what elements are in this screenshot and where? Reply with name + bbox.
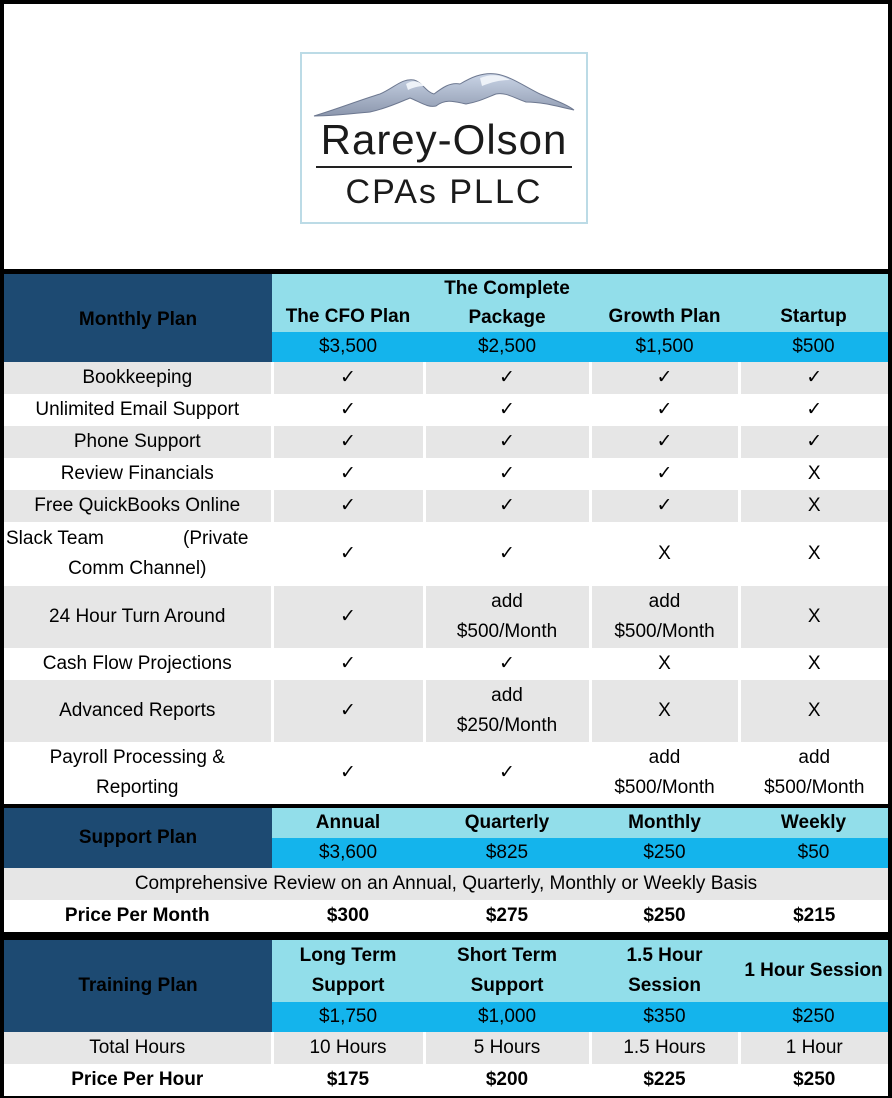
feature-value: ✓ xyxy=(590,426,739,458)
feature-label: Free QuickBooks Online xyxy=(4,490,272,522)
plan-price: $1,500 xyxy=(590,332,739,362)
row-label: Total Hours xyxy=(4,1032,272,1064)
monthly-price: $250 xyxy=(590,900,739,932)
feature-row xyxy=(4,426,888,458)
plan-header: 1 Hour Session xyxy=(739,940,888,1002)
feature-label xyxy=(4,522,272,586)
feature-value: ✓ xyxy=(272,490,424,522)
feature-label: Cash Flow Projections xyxy=(4,648,272,680)
feature-value: ✓ xyxy=(739,394,888,426)
plan-price: $3,500 xyxy=(272,332,424,362)
feature-value: ✓ xyxy=(590,362,739,394)
support-plan-title: Support Plan xyxy=(4,808,272,868)
feature-value: ✓ xyxy=(424,362,590,394)
plan-price: $500 xyxy=(739,332,888,362)
mountain-icon xyxy=(310,58,578,122)
plan-header: Growth Plan xyxy=(590,274,739,332)
plan-header: Quarterly xyxy=(424,808,590,838)
feature-value: X xyxy=(739,458,888,490)
feature-value: ✓ xyxy=(739,362,888,394)
logo-name: Rarey-Olson xyxy=(320,116,568,163)
feature-value: X xyxy=(739,586,888,648)
feature-value: add $500/Month xyxy=(590,586,739,648)
plan-price: $1,750 xyxy=(272,1002,424,1032)
plan-header: Monthly xyxy=(590,808,739,838)
plan-header: Long Term Support xyxy=(272,940,424,1002)
feature-value: ✓ xyxy=(272,394,424,426)
price-per-month-row xyxy=(4,900,888,932)
plan-price: $825 xyxy=(424,838,590,868)
feature-value: ✓ xyxy=(590,394,739,426)
feature-value: X xyxy=(739,648,888,680)
feature-label-part: (Private xyxy=(183,528,249,549)
feature-value: ✓ xyxy=(272,742,424,804)
feature-row xyxy=(4,586,888,648)
logo-subtitle: CPAs PLLC xyxy=(345,173,543,211)
feature-value: ✓ xyxy=(272,680,424,742)
feature-value: ✓ xyxy=(272,522,424,586)
row-label: Price Per Month xyxy=(4,900,272,932)
feature-value: add $500/Month xyxy=(424,586,590,648)
feature-label: Advanced Reports xyxy=(4,680,272,742)
feature-label: Bookkeeping xyxy=(4,362,272,394)
feature-label: Phone Support xyxy=(4,426,272,458)
feature-value: ✓ xyxy=(272,426,424,458)
feature-label: Unlimited Email Support xyxy=(4,394,272,426)
hours-value: 10 Hours xyxy=(272,1032,424,1064)
feature-value: add $500/Month xyxy=(739,742,888,804)
hourly-price: $200 xyxy=(424,1064,590,1096)
monthly-price: $275 xyxy=(424,900,590,932)
feature-value: X xyxy=(590,522,739,586)
hours-value: 5 Hours xyxy=(424,1032,590,1064)
feature-value: X xyxy=(590,680,739,742)
plan-header: 1.5 Hour Session xyxy=(590,940,739,1002)
plan-price: $3,600 xyxy=(272,838,424,868)
plan-price: $250 xyxy=(739,1002,888,1032)
row-label: Price Per Hour xyxy=(4,1064,272,1096)
feature-value: add $250/Month xyxy=(424,680,590,742)
monthly-plan-title: Monthly Plan xyxy=(4,274,272,362)
plan-header: Weekly xyxy=(739,808,888,838)
feature-label: Payroll Processing & Reporting xyxy=(4,742,272,804)
feature-row xyxy=(4,490,888,522)
hours-value: 1 Hour xyxy=(739,1032,888,1064)
feature-value: ✓ xyxy=(590,458,739,490)
training-plan-section xyxy=(4,940,888,1096)
feature-value: ✓ xyxy=(272,586,424,648)
feature-value: ✓ xyxy=(739,426,888,458)
feature-value: ✓ xyxy=(424,426,590,458)
feature-label: Review Financials xyxy=(4,458,272,490)
feature-value: ✓ xyxy=(424,522,590,586)
monthly-plan-table xyxy=(4,274,888,804)
feature-value: X xyxy=(739,522,888,586)
hours-value: 1.5 Hours xyxy=(590,1032,739,1064)
feature-label-part: Comm Channel) xyxy=(68,558,207,579)
feature-label-part: Slack Team xyxy=(6,528,104,549)
support-plan-table xyxy=(4,808,888,932)
monthly-price: $215 xyxy=(739,900,888,932)
feature-value: X xyxy=(739,680,888,742)
plan-header: Short Term Support xyxy=(424,940,590,1002)
plan-header: Startup xyxy=(739,274,888,332)
feature-row xyxy=(4,742,888,804)
monthly-price: $300 xyxy=(272,900,424,932)
plan-header: The Complete Package xyxy=(424,274,590,332)
plan-price: $50 xyxy=(739,838,888,868)
plan-price: $1,000 xyxy=(424,1002,590,1032)
logo-divider xyxy=(316,166,572,168)
plan-price: $350 xyxy=(590,1002,739,1032)
feature-value: add $500/Month xyxy=(590,742,739,804)
description-row xyxy=(4,868,888,900)
plan-header: The CFO Plan xyxy=(272,274,424,332)
hourly-price: $175 xyxy=(272,1064,424,1096)
support-description: Comprehensive Review on an Annual, Quarterly, Monthly or Weekly Basis xyxy=(4,868,888,900)
feature-value: ✓ xyxy=(272,648,424,680)
feature-value: ✓ xyxy=(272,362,424,394)
hourly-price: $225 xyxy=(590,1064,739,1096)
feature-value: X xyxy=(739,490,888,522)
feature-value: ✓ xyxy=(424,394,590,426)
feature-value: ✓ xyxy=(424,458,590,490)
monthly-plan-section xyxy=(4,274,888,804)
plan-price: $2,500 xyxy=(424,332,590,362)
training-plan-title: Training Plan xyxy=(4,940,272,1032)
feature-value: ✓ xyxy=(424,742,590,804)
logo-header xyxy=(4,4,888,269)
support-plan-section xyxy=(4,808,888,932)
price-per-hour-row xyxy=(4,1064,888,1096)
training-plan-table xyxy=(4,940,888,1096)
feature-row xyxy=(4,648,888,680)
feature-label: 24 Hour Turn Around xyxy=(4,586,272,648)
feature-value: ✓ xyxy=(272,458,424,490)
plan-header: Annual xyxy=(272,808,424,838)
plan-price: $250 xyxy=(590,838,739,868)
feature-row xyxy=(4,458,888,490)
feature-row xyxy=(4,522,888,586)
feature-value: ✓ xyxy=(424,648,590,680)
feature-row xyxy=(4,394,888,426)
feature-row xyxy=(4,362,888,394)
feature-value: X xyxy=(590,648,739,680)
feature-value: ✓ xyxy=(590,490,739,522)
total-hours-row xyxy=(4,1032,888,1064)
company-logo xyxy=(300,52,588,224)
feature-value: ✓ xyxy=(424,490,590,522)
feature-row xyxy=(4,680,888,742)
hourly-price: $250 xyxy=(739,1064,888,1096)
